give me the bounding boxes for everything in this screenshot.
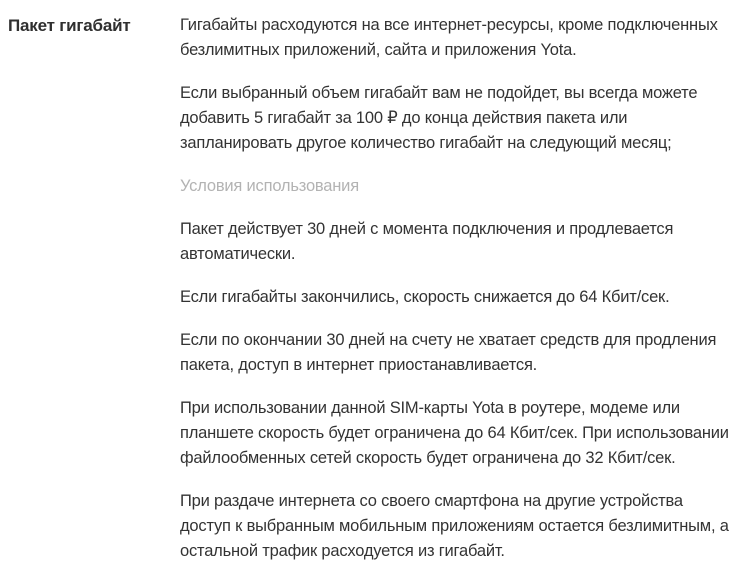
paragraph-sim-in-other-devices: При использовании данной SIM-карты Yota в роутере, модеме или планшете скорость будет ограничена до 64 Кбит/сек. При использовании файлообменных сетей скорость будет ограничена до 32 Кбит/сек.: [180, 399, 729, 467]
section-title-column: [8, 13, 180, 582]
paragraph-add-gigabytes: Если выбранный объем гигабайт вам не подойдет, вы всегда можете добавить 5 гигабайт за 100 ₽ до конца действия пакета или запланировать другое количество гигабайт на следующий месяц;: [180, 84, 698, 152]
paragraph-tethering: При раздаче интернета со своего смартфона на другие устройства доступ к выбранным мобильным приложениям остается безлимитным, а остальной трафик расходуется из гигабайт.: [180, 492, 729, 560]
subheading-terms-of-use: Условия использования: [180, 177, 359, 195]
paragraph-speed-after-limit: Если гигабайты закончились, скорость снижается до 64 Кбит/сек.: [180, 288, 670, 306]
section-content: [180, 13, 736, 582]
paragraph-package-duration: Пакет действует 30 дней с момента подключения и продлевается автоматически.: [180, 220, 674, 263]
section-title: Пакет гигабайт: [8, 16, 131, 35]
paragraph-usage-scope: Гигабайты расходуются на все интернет-ресурсы, кроме подключенных безлимитных приложений, сайта и приложения Yota.: [180, 16, 718, 59]
paragraph-insufficient-funds: Если по окончании 30 дней на счету не хватает средств для продления пакета, доступ в интернет приостанавливается.: [180, 331, 717, 374]
